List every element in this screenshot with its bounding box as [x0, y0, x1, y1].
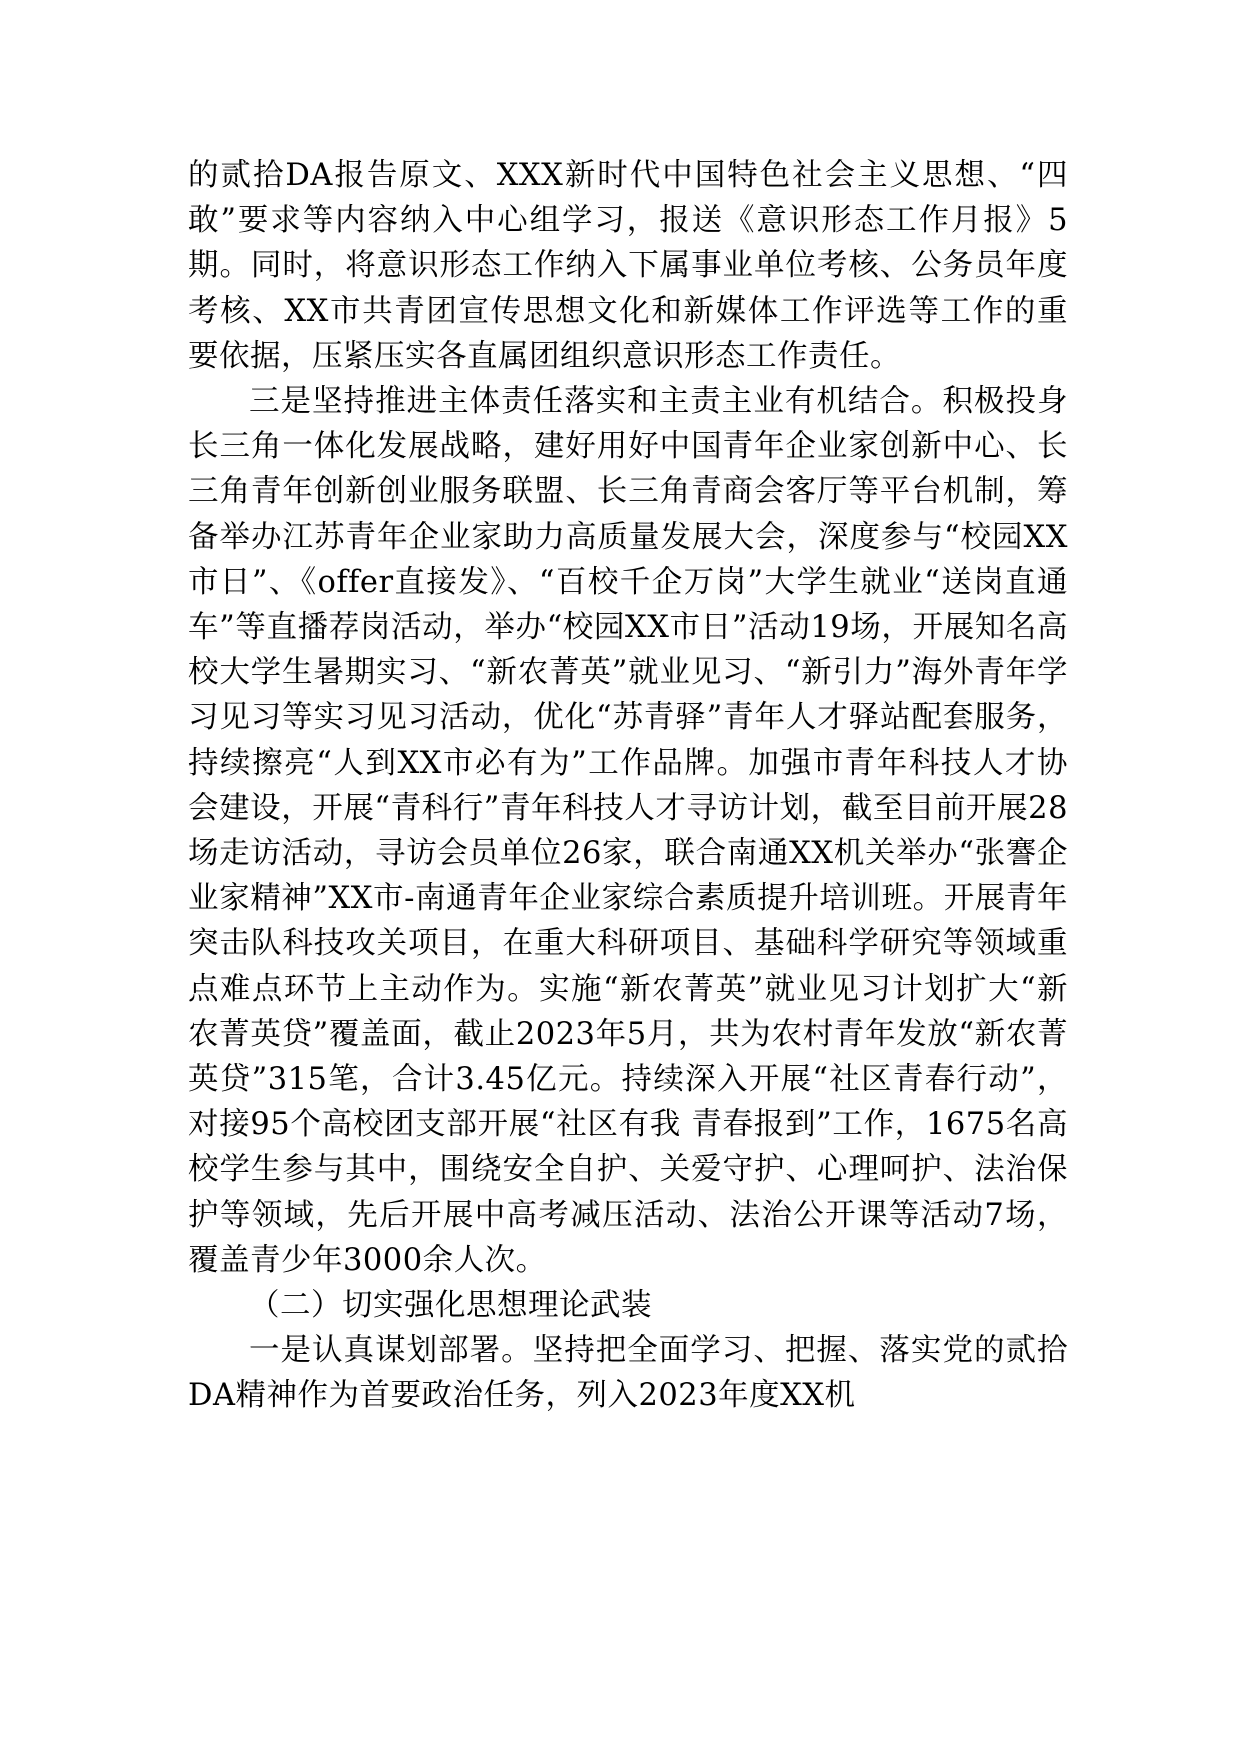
document-body [188, 153, 1068, 1419]
paragraph-ideology-continuation: 的贰拾DA报告原文、XXX新时代中国特色社会主义思想、“四敢”要求等内容纳入中心组学习，报送《意识形态工作月报》5期。同时，将意识形态工作纳入下属事业单位考核、公务员年度考核、XX市共青团宣传思想文化和新媒体工作评选等工作的重要依据，压紧压实各直属团组织意识形态工作责任。 [188, 158, 1068, 374]
paragraph-first-point: 一是认真谋划部署。坚持把全面学习、把握、落实党的贰拾DA精神作为首要政治任务，列入2023年度XX机 [188, 1333, 1068, 1414]
paragraph-third-point: 三是坚持推进主体责任落实和主责主业有机结合。积极投身长三角一体化发展战略，建好用好中国青年企业家创新中心、长三角青年创新创业服务联盟、长三角青商会客厅等平台机制，筹备举办江苏青年企业家助力高质量发展大会，深度参与“校园XX市日”、《offer直接发》、“百校千企万岗”大学生就业“送岗直通车”等直播荐岗活动，举办“校园XX市日”活动19场，开展知名高校大学生暑期实习、“新农菁英”就业见习、“新引力”海外青年学习见习等实习见习活动，优化“苏青驿”青年人才驿站配套服务，持续擦亮“人到XX市必有为”工作品牌。加强市青年科技人才协会建设，开展“青科行”青年科技人才寻访计划，截至目前开展28场走访活动，寻访会员单位26家，联合南通XX机关举办“张謇企业家精神”XX市-南通青年企业家综合素质提升培训班。开展青年突击队科技攻关项目，在重大科研项目、基础科学研究等领域重点难点环节上主动作为。实施“新农菁英”就业见习计划扩大“新农菁英贷”覆盖面，截止2023年5月，共为农村青年发放“新农菁英贷”315笔，合计3.45亿元。持续深入开展“社区青春行动”，对接95个高校团支部开展“社区有我 青春报到”工作，1675名高校学生参与其中，围绕安全自护、关爱守护、心理呵护、法治保护等领域，先后开展中高考减压活动、法治公开课等活动7场，覆盖青少年3000余人次。 [188, 384, 1068, 1278]
section-heading-two: （二）切实强化思想理论武装 [249, 1288, 652, 1324]
